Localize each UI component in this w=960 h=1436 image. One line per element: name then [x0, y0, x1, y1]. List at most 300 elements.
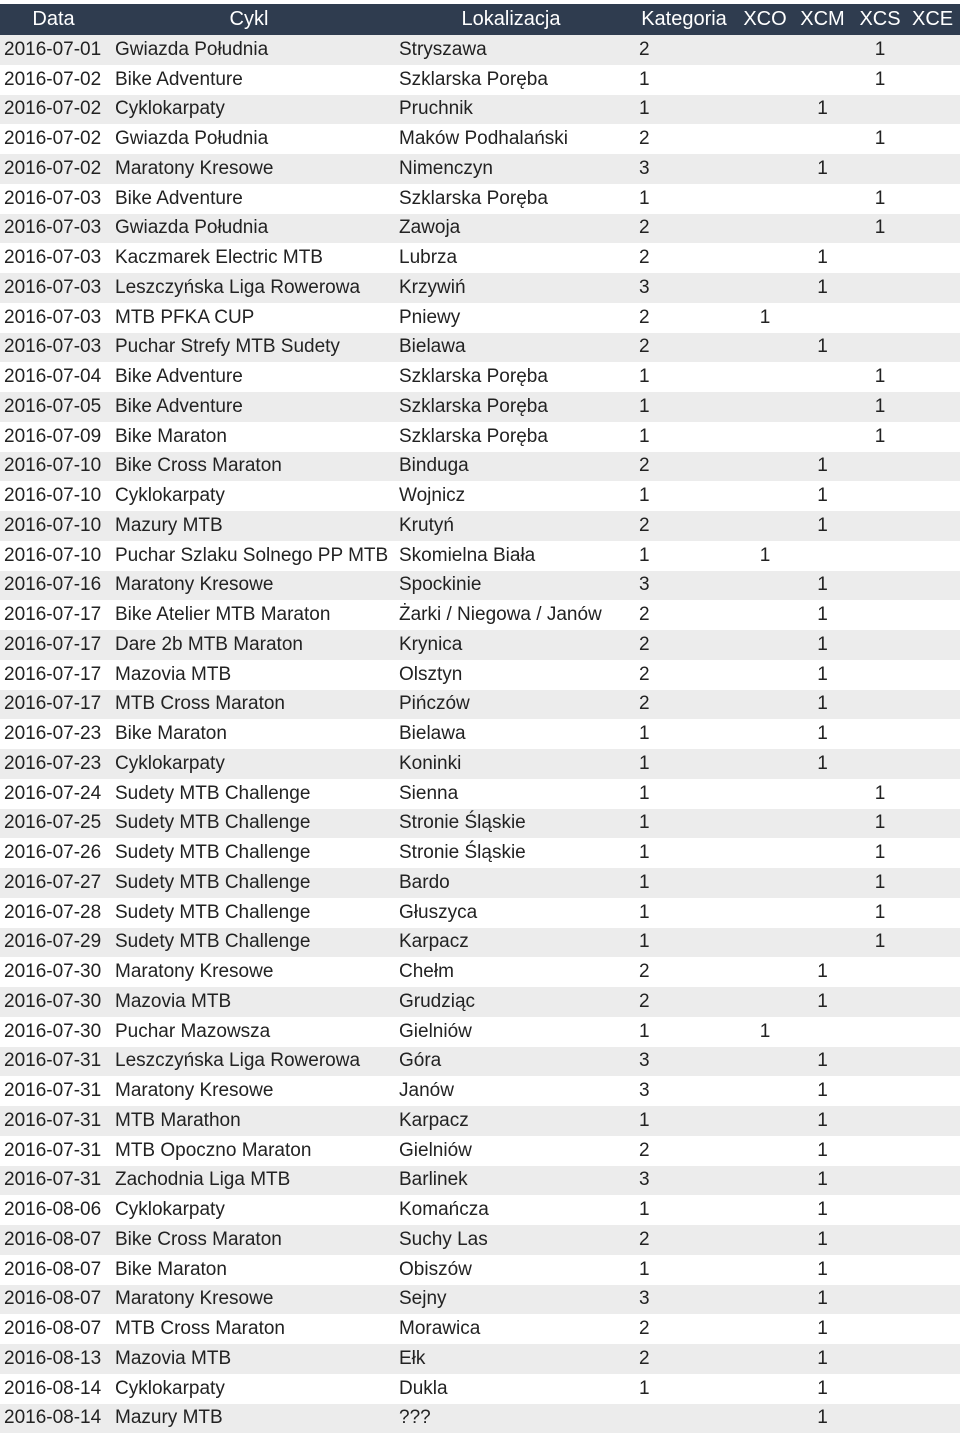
table-row[interactable] [0, 1255, 960, 1285]
cell-cykl: Gwiazda Południa [107, 214, 391, 244]
cell-xce [908, 987, 960, 1017]
cell-kategoria: 2 [631, 987, 737, 1017]
cell-cykl: Sudety MTB Challenge [107, 838, 391, 868]
cell-data: 2016-07-30 [0, 1017, 107, 1047]
cell-kategoria: 2 [631, 1225, 737, 1255]
table-row[interactable] [0, 481, 960, 511]
cell-xcm [793, 303, 852, 333]
cell-xcs [852, 1225, 908, 1255]
cell-xcs [852, 1404, 908, 1434]
cell-xcs [852, 1285, 908, 1315]
cell-cykl: Leszczyńska Liga Rowerowa [107, 1047, 391, 1077]
cell-xce [908, 481, 960, 511]
cell-xcm [793, 214, 852, 244]
cell-cykl: Sudety MTB Challenge [107, 779, 391, 809]
cell-data: 2016-08-06 [0, 1195, 107, 1225]
cell-xce [908, 928, 960, 958]
cell-lokalizacja: Wojnicz [391, 481, 631, 511]
cell-xcs: 1 [852, 362, 908, 392]
table-row[interactable] [0, 1166, 960, 1196]
cell-data: 2016-07-17 [0, 660, 107, 690]
column-header-cykl[interactable]: Cykl [107, 4, 391, 35]
cell-xcs [852, 660, 908, 690]
cell-xco [737, 898, 793, 928]
cell-cykl: Leszczyńska Liga Rowerowa [107, 273, 391, 303]
cell-xco [737, 124, 793, 154]
cell-lokalizacja: Binduga [391, 452, 631, 482]
cell-xco [737, 749, 793, 779]
cell-kategoria: 1 [631, 95, 737, 125]
cell-lokalizacja: Pruchnik [391, 95, 631, 125]
cell-xco [737, 987, 793, 1017]
table-row[interactable] [0, 779, 960, 809]
table-row[interactable] [0, 154, 960, 184]
cell-lokalizacja: Karpacz [391, 928, 631, 958]
cell-xce [908, 1136, 960, 1166]
cell-xcs [852, 95, 908, 125]
cell-kategoria: 3 [631, 273, 737, 303]
cell-xcm: 1 [793, 987, 852, 1017]
cell-xco [737, 1255, 793, 1285]
cell-xco [737, 868, 793, 898]
cell-kategoria: 2 [631, 630, 737, 660]
cell-xcm: 1 [793, 690, 852, 720]
cell-data: 2016-08-14 [0, 1404, 107, 1434]
cell-kategoria: 2 [631, 124, 737, 154]
cell-xcm: 1 [793, 273, 852, 303]
cell-xco [737, 184, 793, 214]
cell-xce [908, 362, 960, 392]
cell-xcs: 1 [852, 184, 908, 214]
cell-xcs [852, 243, 908, 273]
cell-xce [908, 65, 960, 95]
cell-xce [908, 1255, 960, 1285]
cell-xcs [852, 1166, 908, 1196]
cell-data: 2016-07-17 [0, 600, 107, 630]
cell-lokalizacja: Krynica [391, 630, 631, 660]
cell-xcm: 1 [793, 1136, 852, 1166]
cell-cykl: Zachodnia Liga MTB [107, 1166, 391, 1196]
cell-xce [908, 1344, 960, 1374]
cell-xcm [793, 898, 852, 928]
cell-kategoria: 1 [631, 838, 737, 868]
cell-lokalizacja: Bielawa [391, 719, 631, 749]
table-row[interactable] [0, 571, 960, 601]
cell-data: 2016-07-30 [0, 957, 107, 987]
cell-data: 2016-07-10 [0, 481, 107, 511]
cell-cykl: Sudety MTB Challenge [107, 868, 391, 898]
cell-cykl: MTB Cross Maraton [107, 690, 391, 720]
cell-xcm: 1 [793, 749, 852, 779]
cell-data: 2016-08-14 [0, 1374, 107, 1404]
cell-xcs: 1 [852, 214, 908, 244]
column-header-kategoria[interactable]: Kategoria [631, 4, 737, 35]
cell-data: 2016-07-03 [0, 214, 107, 244]
cell-lokalizacja: Szklarska Poręba [391, 65, 631, 95]
cell-lokalizacja: Stronie Śląskie [391, 809, 631, 839]
cell-data: 2016-07-23 [0, 749, 107, 779]
table-row[interactable] [0, 809, 960, 839]
cell-lokalizacja: Gielniów [391, 1017, 631, 1047]
cell-lokalizacja: Zawoja [391, 214, 631, 244]
cell-xco: 1 [737, 541, 793, 571]
cell-data: 2016-07-10 [0, 452, 107, 482]
column-header-xce[interactable]: XCE [908, 4, 960, 35]
table-row[interactable] [0, 511, 960, 541]
table-row[interactable] [0, 1106, 960, 1136]
cell-xco [737, 1404, 793, 1434]
table-row[interactable] [0, 1225, 960, 1255]
table-row[interactable] [0, 1076, 960, 1106]
cell-data: 2016-07-03 [0, 243, 107, 273]
cell-lokalizacja: Sienna [391, 779, 631, 809]
cell-lokalizacja: Sejny [391, 1285, 631, 1315]
cell-cykl: Bike Maraton [107, 422, 391, 452]
cell-xcs [852, 600, 908, 630]
table-row[interactable] [0, 333, 960, 363]
cell-xce [908, 1374, 960, 1404]
cell-xco [737, 273, 793, 303]
cell-kategoria: 2 [631, 333, 737, 363]
cell-kategoria: 2 [631, 1314, 737, 1344]
cell-lokalizacja: Żarki / Niegowa / Janów [391, 600, 631, 630]
cell-lokalizacja: Ełk [391, 1344, 631, 1374]
cell-xcs [852, 1076, 908, 1106]
cell-xcs [852, 273, 908, 303]
cell-data: 2016-07-01 [0, 35, 107, 65]
cell-xcm: 1 [793, 243, 852, 273]
cell-xce [908, 184, 960, 214]
cell-lokalizacja: Stronie Śląskie [391, 838, 631, 868]
table-row[interactable] [0, 1017, 960, 1047]
cell-xcm: 1 [793, 511, 852, 541]
cell-xcs: 1 [852, 65, 908, 95]
cell-kategoria: 2 [631, 243, 737, 273]
column-header-data[interactable]: Data [0, 4, 107, 35]
cell-xco [737, 600, 793, 630]
cell-xcm: 1 [793, 333, 852, 363]
cell-xco [737, 957, 793, 987]
cell-kategoria: 1 [631, 1374, 737, 1404]
table-row[interactable] [0, 273, 960, 303]
cell-xcs: 1 [852, 392, 908, 422]
cell-xcs [852, 749, 908, 779]
table-row[interactable] [0, 957, 960, 987]
cell-cykl: Puchar Mazowsza [107, 1017, 391, 1047]
cell-xce [908, 303, 960, 333]
cell-xcm: 1 [793, 1314, 852, 1344]
cell-xcm [793, 1017, 852, 1047]
cell-xcs [852, 1017, 908, 1047]
cell-xco [737, 1314, 793, 1344]
cell-lokalizacja: Obiszów [391, 1255, 631, 1285]
cell-xce [908, 898, 960, 928]
table-row[interactable] [0, 600, 960, 630]
cell-data: 2016-07-29 [0, 928, 107, 958]
cell-data: 2016-07-25 [0, 809, 107, 839]
cell-cykl: MTB Opoczno Maraton [107, 1136, 391, 1166]
cell-kategoria: 2 [631, 452, 737, 482]
cell-xce [908, 392, 960, 422]
cell-xcs [852, 1195, 908, 1225]
cell-xce [908, 511, 960, 541]
cell-xcm [793, 928, 852, 958]
table-row[interactable] [0, 749, 960, 779]
table-row[interactable] [0, 452, 960, 482]
cell-lokalizacja: Pniewy [391, 303, 631, 333]
cell-kategoria: 3 [631, 154, 737, 184]
table-row[interactable] [0, 690, 960, 720]
cell-xcm: 1 [793, 154, 852, 184]
cell-xco [737, 1225, 793, 1255]
table-row[interactable] [0, 362, 960, 392]
cell-xco [737, 392, 793, 422]
cell-xcm [793, 362, 852, 392]
cell-cykl: Mazury MTB [107, 1404, 391, 1434]
cell-xcs: 1 [852, 898, 908, 928]
table-header-row [0, 4, 960, 35]
cell-cykl: Bike Maraton [107, 719, 391, 749]
cell-kategoria: 1 [631, 1106, 737, 1136]
table-row[interactable] [0, 392, 960, 422]
cell-xco [737, 243, 793, 273]
cell-xcm [793, 65, 852, 95]
cell-xcm: 1 [793, 1225, 852, 1255]
cell-xcm: 1 [793, 1344, 852, 1374]
cell-xcs [852, 571, 908, 601]
cell-xcm: 1 [793, 600, 852, 630]
cell-lokalizacja: Komańcza [391, 1195, 631, 1225]
table-row[interactable] [0, 660, 960, 690]
cell-xcm: 1 [793, 660, 852, 690]
table-row[interactable] [0, 1314, 960, 1344]
cell-xcs [852, 1344, 908, 1374]
cell-xcm: 1 [793, 1374, 852, 1404]
cell-xco [737, 65, 793, 95]
cell-xco [737, 630, 793, 660]
cell-xcm: 1 [793, 1404, 852, 1434]
table-row[interactable] [0, 1344, 960, 1374]
cell-xco [737, 333, 793, 363]
cell-kategoria: 3 [631, 1285, 737, 1315]
cell-data: 2016-07-31 [0, 1106, 107, 1136]
cell-kategoria: 3 [631, 1047, 737, 1077]
table-row[interactable] [0, 928, 960, 958]
column-header-lokalizacja[interactable]: Lokalizacja [391, 4, 631, 35]
cell-data: 2016-07-05 [0, 392, 107, 422]
cell-xcm: 1 [793, 481, 852, 511]
cell-cykl: Sudety MTB Challenge [107, 809, 391, 839]
cell-xcs [852, 1314, 908, 1344]
cell-xco [737, 1136, 793, 1166]
table-row[interactable] [0, 124, 960, 154]
table-row[interactable] [0, 214, 960, 244]
table-row[interactable] [0, 95, 960, 125]
cell-xco [737, 1285, 793, 1315]
cell-xce [908, 273, 960, 303]
cell-xcs [852, 333, 908, 363]
cell-xcm [793, 838, 852, 868]
cell-lokalizacja: Stryszawa [391, 35, 631, 65]
cell-xcm: 1 [793, 571, 852, 601]
cell-lokalizacja: Bielawa [391, 333, 631, 363]
cell-xce [908, 779, 960, 809]
cell-kategoria: 2 [631, 1344, 737, 1374]
table-row[interactable] [0, 868, 960, 898]
cell-cykl: Bike Adventure [107, 362, 391, 392]
table-body [0, 35, 960, 1433]
cell-xco [737, 452, 793, 482]
cell-xcs: 1 [852, 928, 908, 958]
events-table [0, 4, 960, 1433]
cell-kategoria: 1 [631, 1255, 737, 1285]
cell-xcs [852, 511, 908, 541]
cell-xcm: 1 [793, 1255, 852, 1285]
cell-xco [737, 362, 793, 392]
cell-xce [908, 868, 960, 898]
cell-xce [908, 1166, 960, 1196]
cell-xcs [852, 481, 908, 511]
cell-xcm [793, 779, 852, 809]
cell-xcs: 1 [852, 422, 908, 452]
table-row[interactable] [0, 422, 960, 452]
table-row[interactable] [0, 1136, 960, 1166]
cell-cykl: Cyklokarpaty [107, 1374, 391, 1404]
cell-xco [737, 1076, 793, 1106]
cell-xcm [793, 868, 852, 898]
cell-lokalizacja: Olsztyn [391, 660, 631, 690]
cell-cykl: Kaczmarek Electric MTB [107, 243, 391, 273]
table-row[interactable] [0, 1374, 960, 1404]
cell-xce [908, 1285, 960, 1315]
column-header-xco[interactable]: XCO [737, 4, 793, 35]
table-row[interactable] [0, 65, 960, 95]
cell-kategoria: 1 [631, 749, 737, 779]
cell-cykl: Cyklokarpaty [107, 749, 391, 779]
cell-xcm [793, 541, 852, 571]
table-row[interactable] [0, 541, 960, 571]
cell-xcs [852, 154, 908, 184]
table-row[interactable] [0, 1047, 960, 1077]
table-row[interactable] [0, 35, 960, 65]
cell-data: 2016-07-03 [0, 303, 107, 333]
cell-data: 2016-07-30 [0, 987, 107, 1017]
cell-xcm: 1 [793, 452, 852, 482]
table-row[interactable] [0, 243, 960, 273]
cell-cykl: Maratony Kresowe [107, 1285, 391, 1315]
cell-xce [908, 1195, 960, 1225]
column-header-xcm[interactable]: XCM [793, 4, 852, 35]
table-row[interactable] [0, 303, 960, 333]
cell-xce [908, 1076, 960, 1106]
cell-cykl: Mazury MTB [107, 511, 391, 541]
cell-lokalizacja: Maków Podhalański [391, 124, 631, 154]
cell-lokalizacja: Pińczów [391, 690, 631, 720]
cell-cykl: MTB PFKA CUP [107, 303, 391, 333]
cell-xce [908, 422, 960, 452]
cell-xco [737, 422, 793, 452]
cell-kategoria: 1 [631, 1195, 737, 1225]
cell-kategoria: 1 [631, 868, 737, 898]
cell-xce [908, 1047, 960, 1077]
cell-cykl: Dare 2b MTB Maraton [107, 630, 391, 660]
cell-xco [737, 1195, 793, 1225]
cell-xce [908, 35, 960, 65]
cell-kategoria: 2 [631, 660, 737, 690]
cell-xcs: 1 [852, 838, 908, 868]
cell-lokalizacja: Dukla [391, 1374, 631, 1404]
cell-xce [908, 154, 960, 184]
table-row[interactable] [0, 838, 960, 868]
cell-cykl: Bike Cross Maraton [107, 452, 391, 482]
table-row[interactable] [0, 1195, 960, 1225]
cell-cykl: MTB Cross Maraton [107, 1314, 391, 1344]
cell-cykl: Gwiazda Południa [107, 124, 391, 154]
cell-kategoria: 3 [631, 1166, 737, 1196]
cell-xce [908, 600, 960, 630]
cell-xco [737, 481, 793, 511]
table-row[interactable] [0, 1285, 960, 1315]
cell-kategoria: 2 [631, 35, 737, 65]
table-row[interactable] [0, 184, 960, 214]
cell-xcs [852, 1047, 908, 1077]
cell-data: 2016-07-31 [0, 1136, 107, 1166]
cell-kategoria: 1 [631, 362, 737, 392]
cell-xcm [793, 124, 852, 154]
cell-xco [737, 214, 793, 244]
cell-xcs [852, 541, 908, 571]
cell-xcs [852, 1374, 908, 1404]
cell-data: 2016-07-31 [0, 1166, 107, 1196]
cell-data: 2016-07-23 [0, 719, 107, 749]
table-row[interactable] [0, 898, 960, 928]
cell-xcm [793, 422, 852, 452]
cell-cykl: Puchar Strefy MTB Sudety [107, 333, 391, 363]
cell-kategoria: 2 [631, 214, 737, 244]
cell-data: 2016-08-07 [0, 1314, 107, 1344]
cell-xcs: 1 [852, 868, 908, 898]
cell-xce [908, 452, 960, 482]
cell-lokalizacja: Szklarska Poręba [391, 184, 631, 214]
cell-data: 2016-07-10 [0, 541, 107, 571]
cell-xce [908, 1404, 960, 1434]
cell-xce [908, 214, 960, 244]
cell-cykl: Maratony Kresowe [107, 571, 391, 601]
cell-xcm: 1 [793, 95, 852, 125]
cell-xce [908, 630, 960, 660]
cell-kategoria: 1 [631, 541, 737, 571]
cell-lokalizacja: Karpacz [391, 1106, 631, 1136]
column-header-xcs[interactable]: XCS [852, 4, 908, 35]
cell-xcs [852, 303, 908, 333]
cell-lokalizacja: Głuszyca [391, 898, 631, 928]
cell-data: 2016-08-07 [0, 1285, 107, 1315]
cell-xco [737, 809, 793, 839]
cell-kategoria: 1 [631, 779, 737, 809]
cell-xcm [793, 392, 852, 422]
cell-data: 2016-07-28 [0, 898, 107, 928]
table-row[interactable] [0, 1404, 960, 1434]
cell-xcm [793, 184, 852, 214]
cell-xco [737, 779, 793, 809]
table-row[interactable] [0, 719, 960, 749]
cell-cykl: Bike Adventure [107, 184, 391, 214]
cell-lokalizacja: Morawica [391, 1314, 631, 1344]
cell-xce [908, 95, 960, 125]
cell-xco [737, 660, 793, 690]
table-row[interactable] [0, 630, 960, 660]
table-row[interactable] [0, 987, 960, 1017]
